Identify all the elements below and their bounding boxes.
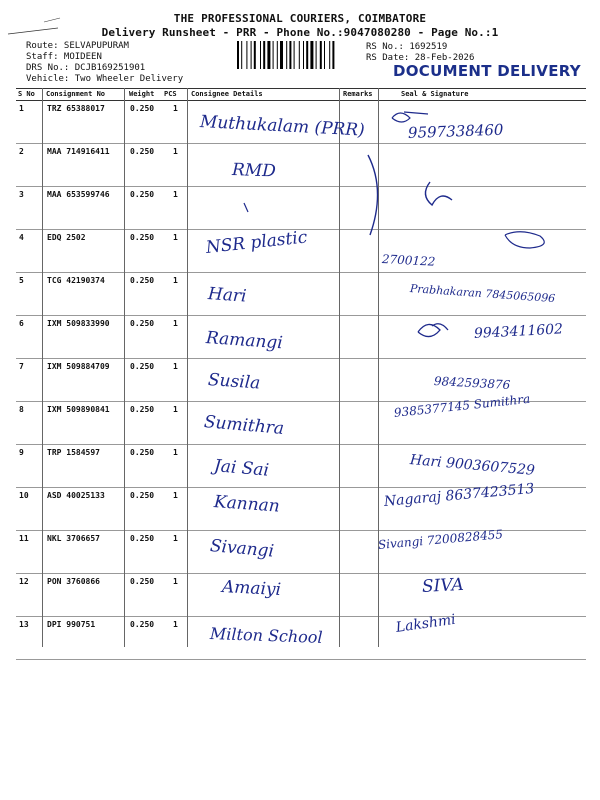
rs-date: RS Date: 28-Feb-2026	[366, 53, 475, 63]
row-consignment-no: TRP 1584597	[47, 448, 100, 457]
row-weight: 0.250	[130, 448, 155, 457]
handwritten-consignee: Sumithra	[203, 412, 285, 439]
row-sno: 9	[19, 448, 24, 457]
handwritten-consignee: Jai Sai	[213, 456, 270, 481]
vehicle-line: Vehicle: Two Wheeler Delivery	[26, 74, 184, 84]
handwritten-consignee: Muthukalam (PRR)	[199, 112, 366, 141]
row-sno: 13	[19, 620, 29, 629]
row-sno: 4	[19, 233, 24, 242]
row-weight: 0.250	[130, 233, 155, 242]
row-pcs: 1	[173, 104, 178, 113]
handwritten-signature: SIVA	[421, 574, 465, 597]
row-pcs: 1	[173, 362, 178, 371]
row-consignment-no: ASD 40025133	[47, 491, 105, 500]
row-sno: 11	[19, 534, 29, 543]
row-consignment-no: IXM 509833990	[47, 319, 110, 328]
row-pcs: 1	[173, 147, 178, 156]
handwritten-consignee: Ramangi	[205, 328, 284, 354]
handwritten-consignee: Hari	[207, 284, 248, 307]
handwritten-signature: 9385377145 Sumithra	[393, 391, 531, 420]
row-sno: 7	[19, 362, 24, 371]
row-sno: 12	[19, 577, 29, 586]
row-pcs: 1	[173, 319, 178, 328]
handwritten-consignee: Amaiyi	[221, 577, 282, 601]
handwritten-signature: 2700122	[381, 252, 436, 269]
row-pcs: 1	[173, 190, 178, 199]
handwritten-signature: 9943411602	[473, 321, 564, 342]
row-weight: 0.250	[130, 491, 155, 500]
row-weight: 0.250	[130, 319, 155, 328]
row-pcs: 1	[173, 448, 178, 457]
row-sno: 3	[19, 190, 24, 199]
handwritten-signature: Prabhakaran 7845065096	[409, 282, 556, 306]
row-sno: 6	[19, 319, 24, 328]
document-delivery-stamp: DOCUMENT DELIVERY	[393, 62, 581, 80]
row-weight: 0.250	[130, 577, 155, 586]
row-weight: 0.250	[130, 276, 155, 285]
row-sno: 1	[19, 104, 24, 113]
handwritten-signature: 9597338460	[407, 120, 504, 142]
header-remarks: Remarks	[343, 90, 373, 98]
row-sno: 10	[19, 491, 29, 500]
company-title: THE PROFESSIONAL COURIERS, COIMBATORE	[173, 12, 427, 25]
handwritten-signature: Nagaraj 8637423513	[383, 480, 535, 510]
header-sno: S No	[18, 90, 35, 98]
runsheet-subtitle: Delivery Runsheet - PRR - Phone No.:9047080280 - Page No.:1	[101, 26, 499, 39]
row-pcs: 1	[173, 577, 178, 586]
header-weight: Weight	[129, 90, 155, 98]
handwritten-signature: Lakshmi	[394, 611, 457, 636]
row-weight: 0.250	[130, 534, 155, 543]
row-consignment-no: IXM 509890841	[47, 405, 110, 414]
handwritten-signature: Sivangi 7200828455	[377, 527, 504, 552]
row-consignment-no: MAA 714916411	[47, 147, 110, 156]
row-consignment-no: DPI 990751	[47, 620, 96, 629]
route-line: Route: SELVAPUPURAM	[26, 41, 129, 51]
rs-number: RS No.: 1692519	[366, 42, 448, 52]
row-pcs: 1	[173, 620, 178, 629]
row-sno: 8	[19, 405, 24, 414]
header-pcs: PCS	[164, 90, 177, 98]
row-pcs: 1	[173, 233, 178, 242]
row-weight: 0.250	[130, 362, 155, 371]
row-pcs: 1	[173, 534, 178, 543]
row-weight: 0.250	[130, 104, 155, 113]
row-consignment-no: NKL 3706657	[47, 534, 100, 543]
handwritten-signature: Hari 9003607529	[409, 452, 536, 479]
row-weight: 0.250	[130, 190, 155, 199]
row-sno: 5	[19, 276, 24, 285]
row-consignment-no: IXM 509884709	[47, 362, 110, 371]
row-weight: 0.250	[130, 620, 155, 629]
row-pcs: 1	[173, 405, 178, 414]
staff-line: Staff: MOIDEEN	[26, 52, 102, 62]
handwritten-consignee: Susila	[207, 370, 261, 394]
row-weight: 0.250	[130, 147, 155, 156]
handwritten-consignee: RMD	[231, 160, 277, 182]
row-consignment-no: TRZ 65388017	[47, 104, 105, 113]
row-pcs: 1	[173, 276, 178, 285]
handwritten-consignee: Sivangi	[209, 536, 275, 562]
row-consignment-no: PON 3760866	[47, 577, 100, 586]
row-consignment-no: MAA 653599746	[47, 190, 110, 199]
row-sno: 2	[19, 147, 24, 156]
row-weight: 0.250	[130, 405, 155, 414]
row-consignment-no: EDQ 2502	[47, 233, 86, 242]
row-consignment-no: TCG 42190374	[47, 276, 105, 285]
handwritten-signature: 9842593876	[433, 374, 511, 392]
row-pcs: 1	[173, 491, 178, 500]
drs-line: DRS No.: DCJB169251901	[26, 63, 146, 73]
header-signature: Seal & Signature	[401, 90, 469, 98]
handwritten-consignee: NSR plastic	[204, 227, 309, 258]
handwritten-consignee: Milton School	[209, 624, 323, 647]
header-consignee: Consignee Details	[191, 90, 263, 98]
header-consignment: Consignment No	[46, 90, 106, 98]
handwritten-consignee: Kannan	[213, 492, 281, 517]
